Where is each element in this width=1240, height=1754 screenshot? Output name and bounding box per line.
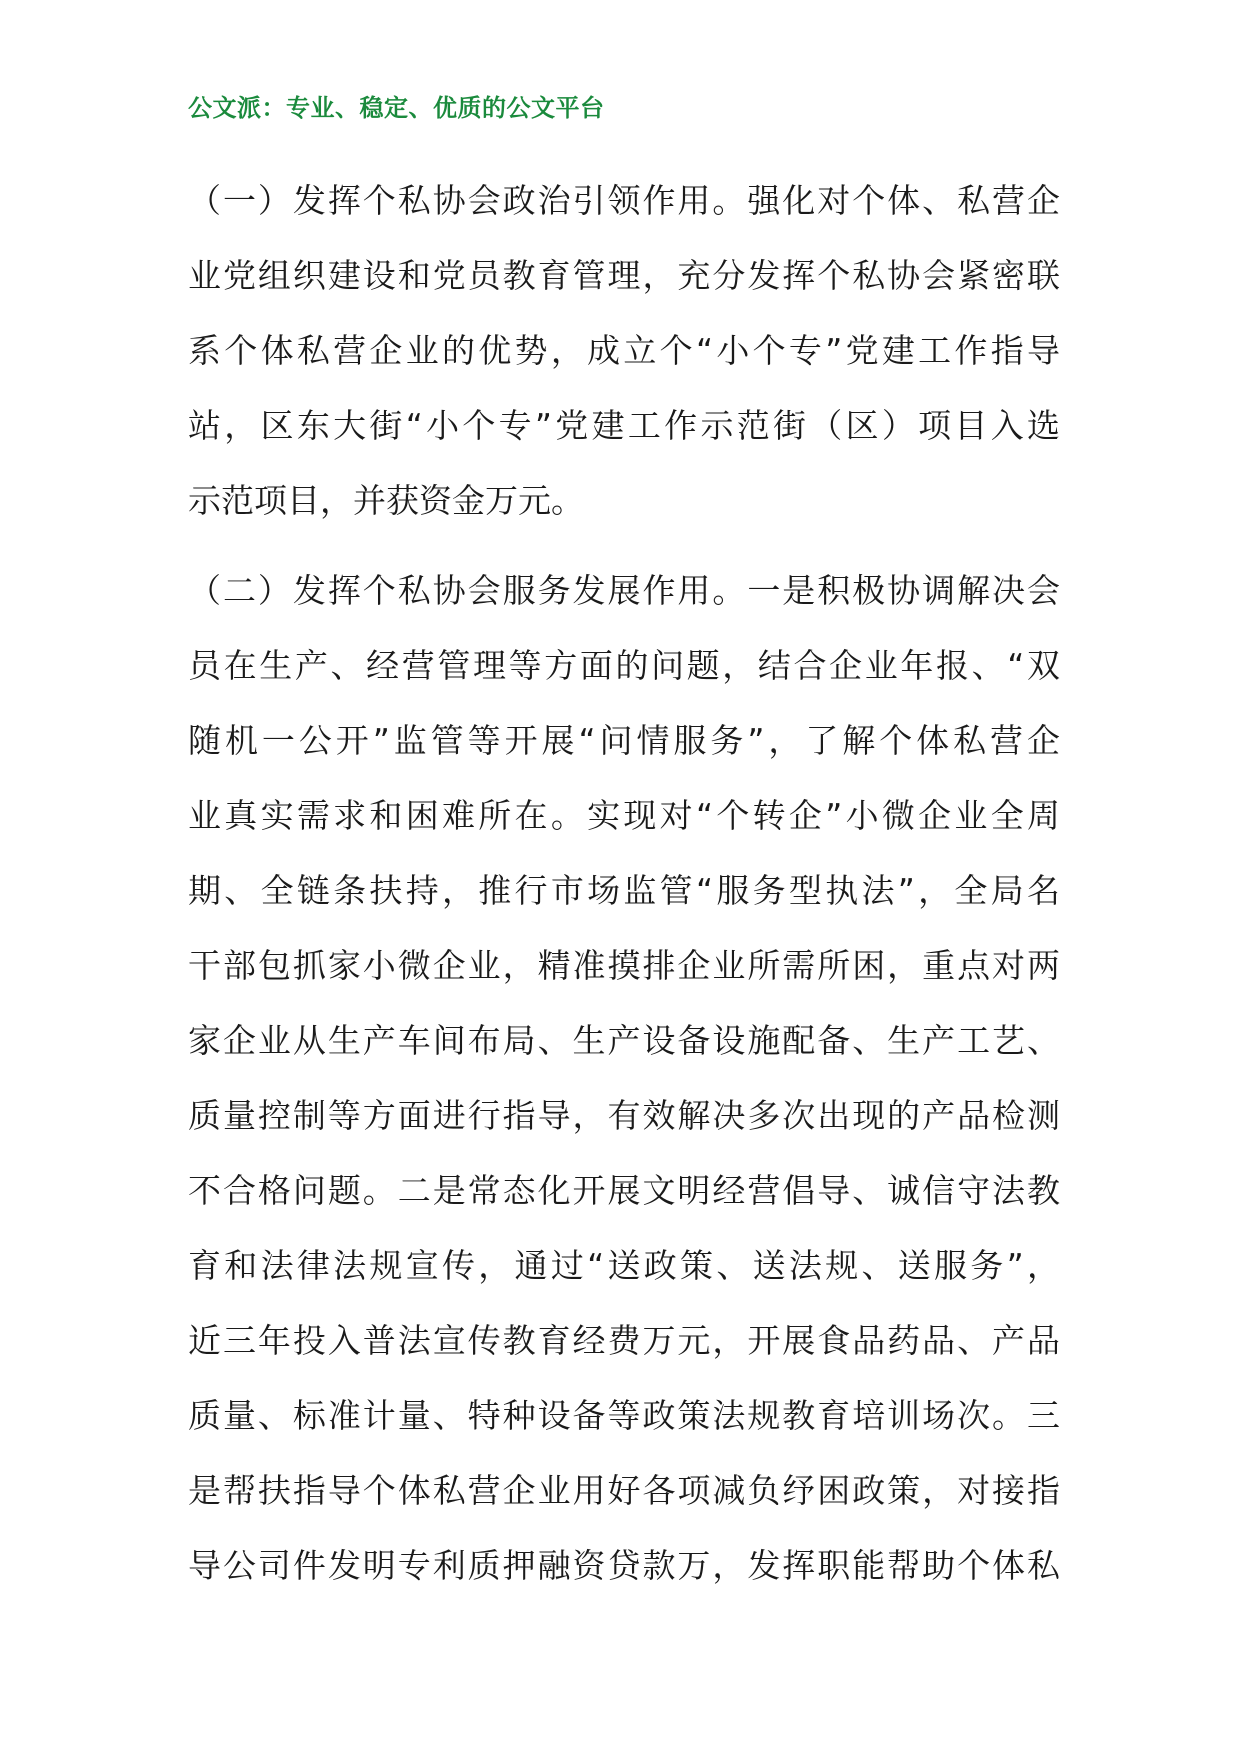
text-line: 是帮扶指导个体私营企业用好各项减负纾困政策，对接指: [188, 1471, 1060, 1510]
page-header: 公文派：专业、稳定、优质的公文平台: [188, 94, 605, 122]
text-line: 业党组织建设和党员教育管理，充分发挥个私协会紧密联: [188, 256, 1060, 295]
text-line: 业真实需求和困难所在。实现对“个转企”小微企业全周: [188, 796, 1060, 835]
document-body: [188, 163, 1060, 1618]
text-line: 干部包抓家小微企业，精准摸排企业所需所困，重点对两: [188, 946, 1060, 985]
text-line: 近三年投入普法宣传教育经费万元，开展食品药品、产品: [188, 1321, 1060, 1360]
text-line: 导公司件发明专利质押融资贷款万，发挥职能帮助个体私: [188, 1546, 1060, 1585]
text-line: 员在生产、经营管理等方面的问题，结合企业年报、“双: [188, 646, 1060, 685]
text-line: 家企业从生产车间布局、生产设备设施配备、生产工艺、: [188, 1021, 1060, 1060]
text-line: 随机一公开”监管等开展“问情服务”，了解个体私营企: [188, 721, 1060, 760]
text-line: 系个体私营企业的优势，成立个“小个专”党建工作指导: [188, 331, 1060, 370]
text-line: 质量、标准计量、特种设备等政策法规教育培训场次。三: [188, 1396, 1060, 1435]
text-line: 期、全链条扶持，推行市场监管“服务型执法”，全局名: [188, 871, 1060, 910]
text-line: 质量控制等方面进行指导，有效解决多次出现的产品检测: [188, 1096, 1060, 1135]
text-line: （二）发挥个私协会服务发展作用。一是积极协调解决会: [188, 571, 1060, 610]
text-line: 不合格问题。二是常态化开展文明经营倡导、诚信守法教: [188, 1171, 1060, 1210]
text-line: 示范项目，并获资金万元。: [188, 481, 584, 520]
paragraph-1: [188, 163, 1060, 538]
text-line: （一）发挥个私协会政治引领作用。强化对个体、私营企: [188, 181, 1060, 220]
text-line: 站，区东大街“小个专”党建工作示范街（区）项目入选: [188, 406, 1060, 445]
paragraph-2: [188, 553, 1060, 1603]
text-line: 育和法律法规宣传，通过“送政策、送法规、送服务”，: [188, 1246, 1060, 1285]
